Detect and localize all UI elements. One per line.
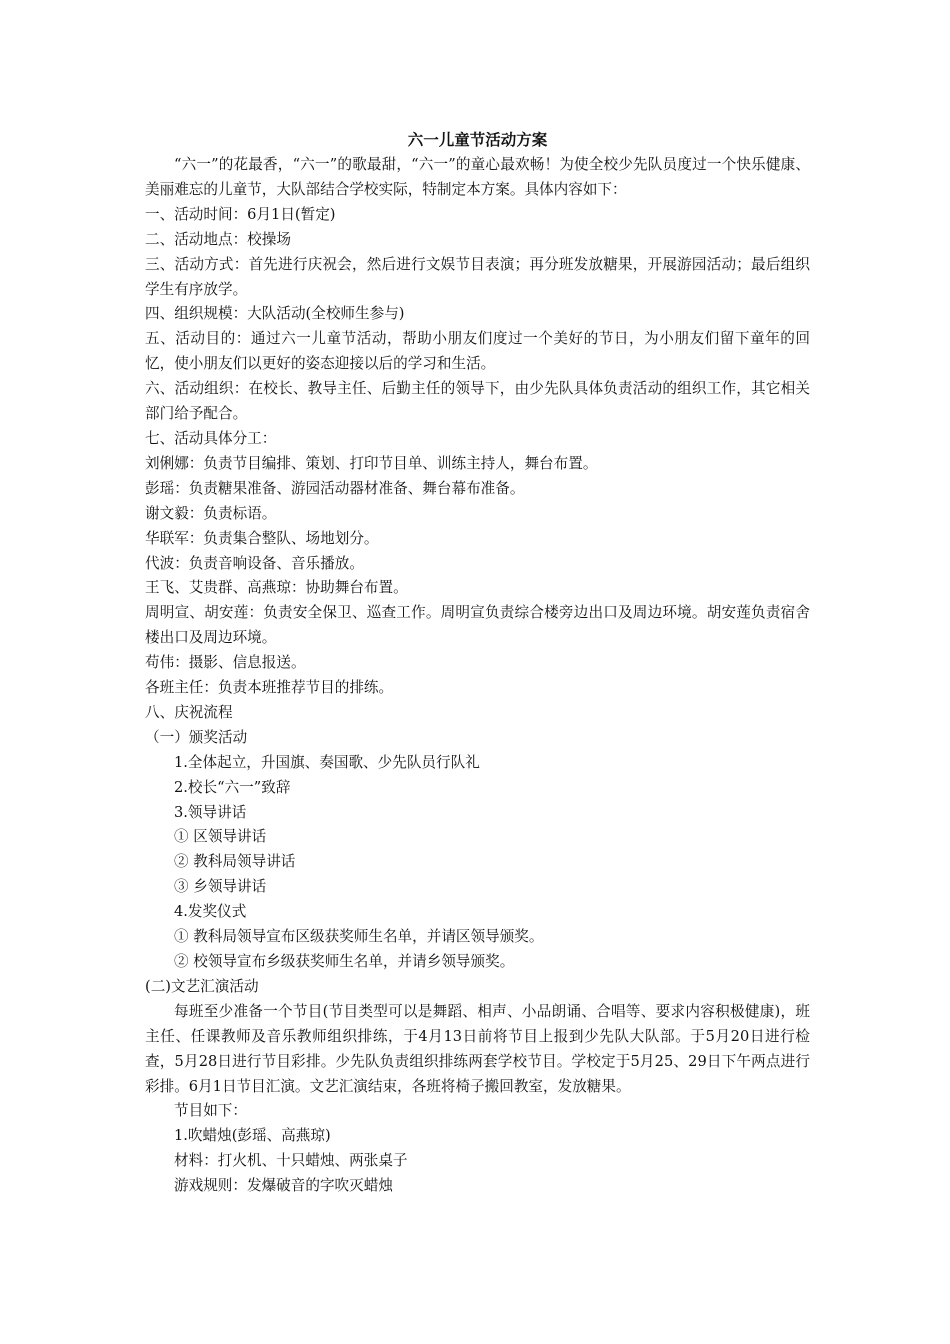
duty-item: 王飞、艾贵群、高燕琼：协助舞台布置。: [145, 579, 408, 597]
awards-step: ① 教科局领导宣布区级获奖师生名单，并请区领导颁奖。: [174, 928, 544, 946]
program-item-materials: 材料：打火机、十只蜡烛、两张桌子: [174, 1152, 408, 1170]
section-time: 一、活动时间：6月1日(暂定): [145, 205, 336, 223]
program-item-title: 1.吹蜡烛(彭瑶、高燕琼): [174, 1127, 331, 1145]
awards-step: 1.全体起立，升国旗、奏国歌、少先队员行队礼: [174, 753, 480, 771]
awards-step: ② 校领导宣布乡级获奖师生名单，并请乡领导颁奖。: [174, 953, 515, 970]
duty-item: 苟伟：摄影、信息报送。: [145, 654, 306, 672]
awards-step: 2.校长“六一”致辞: [174, 778, 291, 796]
duty-item: 代波：负责音响设备、音乐播放。: [145, 554, 364, 572]
section-division-heading: 七、活动具体分工：: [145, 429, 277, 447]
subsection-performance-heading: (二)文艺汇演活动: [145, 977, 259, 995]
section-organization: 六、活动组织：在校长、教导主任、后勤主任的领导下，由少先队具体负责活动的组织工作，其它相关部门给予配合。: [145, 380, 810, 423]
subsection-awards-heading: （一）颁奖活动: [145, 728, 248, 746]
document-body: [145, 128, 810, 1199]
awards-step: ② 教科局领导讲话: [174, 853, 296, 871]
duty-item: 各班主任：负责本班推荐节目的排练。: [145, 679, 394, 697]
awards-step: 3.领导讲话: [174, 803, 247, 821]
section-method: 三、活动方式：首先进行庆祝会，然后进行文娱节目表演；再分班发放糖果，开展游园活动；最后组织学生有序放学。: [145, 255, 810, 298]
duty-item: 彭瑶：负责糖果准备、游园活动器材准备、舞台幕布准备。: [145, 479, 525, 497]
program-item-rules: 游戏规则：发爆破音的字吹灭蜡烛: [174, 1177, 393, 1195]
awards-step: 4.发奖仪式: [174, 903, 247, 921]
intro-paragraph: “六一”的花最香，“六一”的歌最甜，“六一”的童心最欢畅！为使全校少先队员度过一个快乐健康、美丽难忘的儿童节，大队部结合学校实际，特制定本方案。具体内容如下：: [145, 156, 810, 198]
page-title: 六一儿童节活动方案: [407, 131, 548, 149]
duty-item: 刘俐娜：负责节目编排、策划、打印节目单、训练主持人，舞台布置。: [145, 454, 598, 472]
performance-paragraph: 每班至少准备一个节目(节目类型可以是舞蹈、相声、小品朗诵、合唱等、要求内容积极健康)，班主任、任课教师及音乐教师组织排练，于4月13日前将节目上报到少先队大队部。于5月20日进行检查，5月28日进行节目彩排。少先队负责组织排练两套学校节目。学校定于5月25、29日下午两点进行彩排。6月1日节目汇演。文艺汇演结束，各班将椅子搬回教室，发放糖果。: [145, 1002, 810, 1095]
section-location: 二、活动地点：校操场: [145, 230, 291, 248]
duty-item: 华联军：负责集合整队、场地划分。: [145, 529, 379, 547]
section-purpose: 五、活动目的：通过六一儿童节活动，帮助小朋友们度过一个美好的节日，为小朋友们留下童年的回忆，使小朋友们以更好的姿态迎接以后的学习和生活。: [145, 330, 810, 373]
program-intro: 节目如下：: [174, 1102, 247, 1120]
awards-step: ③ 乡领导讲话: [174, 878, 267, 896]
duty-item: 周明宣、胡安莲：负责安全保卫、巡查工作。周明宣负责综合楼旁边出口及周边环境。胡安莲负责宿舍楼出口及周边环境。: [145, 604, 810, 647]
awards-step: ① 区领导讲话: [174, 828, 267, 846]
section-procedure-heading: 八、庆祝流程: [145, 703, 233, 721]
duty-item: 谢文毅：负责标语。: [145, 504, 277, 522]
section-scale: 四、组织规模：大队活动(全校师生参与): [145, 305, 405, 323]
